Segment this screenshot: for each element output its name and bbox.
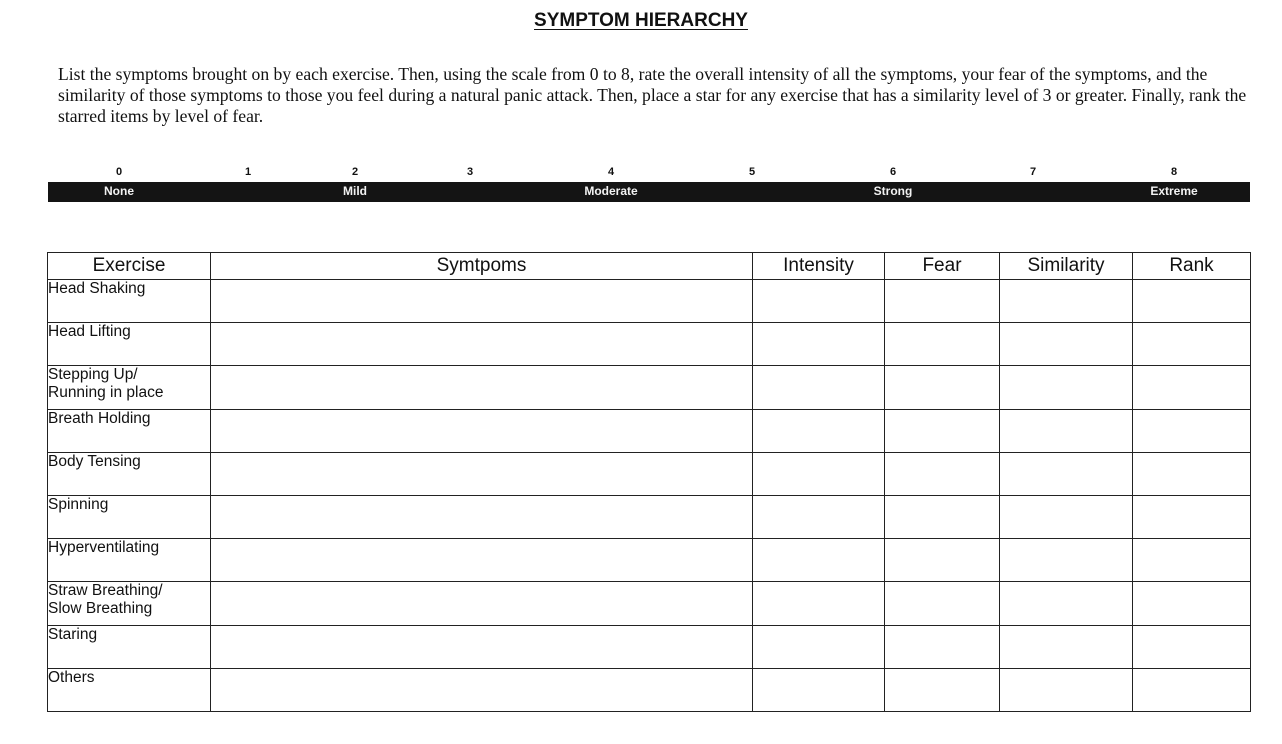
symptoms-cell[interactable] [211,366,753,409]
header-symptoms: Symtpoms [211,253,753,280]
exercise-name-cell: Spinning [48,495,211,538]
intensity-cell[interactable] [753,539,885,582]
table-row [48,582,1251,625]
scale-number-8: 8 [1170,166,1178,178]
similarity-cell[interactable] [1000,409,1133,452]
intensity-cell[interactable] [753,366,885,409]
intensity-cell[interactable] [753,323,885,366]
header-intensity: Intensity [753,253,885,280]
exercise-name-cell: Stepping Up/ Running in place [48,366,211,409]
similarity-cell[interactable] [1000,582,1133,625]
rank-cell[interactable] [1133,452,1251,495]
symptoms-cell[interactable] [211,668,753,711]
scale-number-7: 7 [1029,166,1037,178]
rank-cell[interactable] [1133,280,1251,323]
table-row [48,366,1251,409]
table-header-row [48,253,1251,280]
exercise-name-cell: Head Lifting [48,323,211,366]
header-fear: Fear [885,253,1000,280]
exercise-name-cell: Others [48,668,211,711]
scale-number-6: 6 [889,166,897,178]
intensity-cell[interactable] [753,625,885,668]
table-row [48,668,1251,711]
symptoms-cell[interactable] [211,539,753,582]
rank-cell[interactable] [1133,625,1251,668]
symptoms-cell[interactable] [211,452,753,495]
scale-number-2: 2 [351,166,359,178]
exercise-name-cell: Staring [48,625,211,668]
symptoms-cell[interactable] [211,280,753,323]
fear-cell[interactable] [885,539,1000,582]
exercise-name-cell: Head Shaking [48,280,211,323]
similarity-cell[interactable] [1000,539,1133,582]
intensity-cell[interactable] [753,495,885,538]
exercise-name-cell: Straw Breathing/ Slow Breathing [48,582,211,625]
fear-cell[interactable] [885,625,1000,668]
rank-cell[interactable] [1133,409,1251,452]
fear-cell[interactable] [885,495,1000,538]
rank-cell[interactable] [1133,495,1251,538]
fear-cell[interactable] [885,323,1000,366]
similarity-cell[interactable] [1000,452,1133,495]
rank-cell[interactable] [1133,323,1251,366]
fear-cell[interactable] [885,668,1000,711]
exercise-name-cell: Body Tensing [48,452,211,495]
intensity-cell[interactable] [753,409,885,452]
rank-cell[interactable] [1133,582,1251,625]
scale-label-extreme: Extreme [1150,184,1198,198]
fear-cell[interactable] [885,452,1000,495]
symptoms-cell[interactable] [211,323,753,366]
fear-cell[interactable] [885,582,1000,625]
scale-label-moderate: Moderate [584,184,638,198]
symptoms-cell[interactable] [211,495,753,538]
rank-cell[interactable] [1133,366,1251,409]
instructions-paragraph: List the symptoms brought on by each exercise. Then, using the scale from 0 to 8, rate the overall intensity of all the symptoms, your fear of the symptoms, and the similarity of those symptoms to those you feel during a natural panic attack. Then, place a star for any exercise that has a similarity level of 3 or greater. Finally, rank the starred items by level of fear. [58,64,1247,126]
intensity-cell[interactable] [753,280,885,323]
similarity-cell[interactable] [1000,625,1133,668]
similarity-cell[interactable] [1000,366,1133,409]
fear-cell[interactable] [885,280,1000,323]
scale-number-1: 1 [244,166,252,178]
header-similarity: Similarity [1000,253,1133,280]
symptoms-cell[interactable] [211,625,753,668]
similarity-cell[interactable] [1000,280,1133,323]
exercise-name-cell: Hyperventilating [48,539,211,582]
intensity-cell[interactable] [753,582,885,625]
header-rank: Rank [1133,253,1251,280]
rank-cell[interactable] [1133,668,1251,711]
scale-label-none: None [104,184,134,198]
table-row [48,495,1251,538]
intensity-cell[interactable] [753,668,885,711]
table-row [48,452,1251,495]
table-row [48,409,1251,452]
symptoms-cell[interactable] [211,582,753,625]
intensity-cell[interactable] [753,452,885,495]
similarity-cell[interactable] [1000,323,1133,366]
scale-number-0: 0 [115,166,123,178]
similarity-cell[interactable] [1000,668,1133,711]
page-title [0,10,1282,32]
intensity-scale-bar [48,182,1250,202]
rank-cell[interactable] [1133,539,1251,582]
table-row [48,539,1251,582]
scale-label-mild: Mild [343,184,367,198]
scale-numbers [0,166,1282,182]
symptom-hierarchy-table [47,252,1251,712]
fear-cell[interactable] [885,409,1000,452]
header-exercise: Exercise [48,253,211,280]
symptoms-cell[interactable] [211,409,753,452]
scale-number-4: 4 [607,166,615,178]
similarity-cell[interactable] [1000,495,1133,538]
scale-number-3: 3 [466,166,474,178]
exercise-name-cell: Breath Holding [48,409,211,452]
fear-cell[interactable] [885,366,1000,409]
table-row [48,625,1251,668]
table-row [48,280,1251,323]
scale-number-5: 5 [748,166,756,178]
table-row [48,323,1251,366]
scale-label-strong: Strong [873,184,913,198]
page-title-text: SYMPTOM HIERARCHY [534,10,748,31]
